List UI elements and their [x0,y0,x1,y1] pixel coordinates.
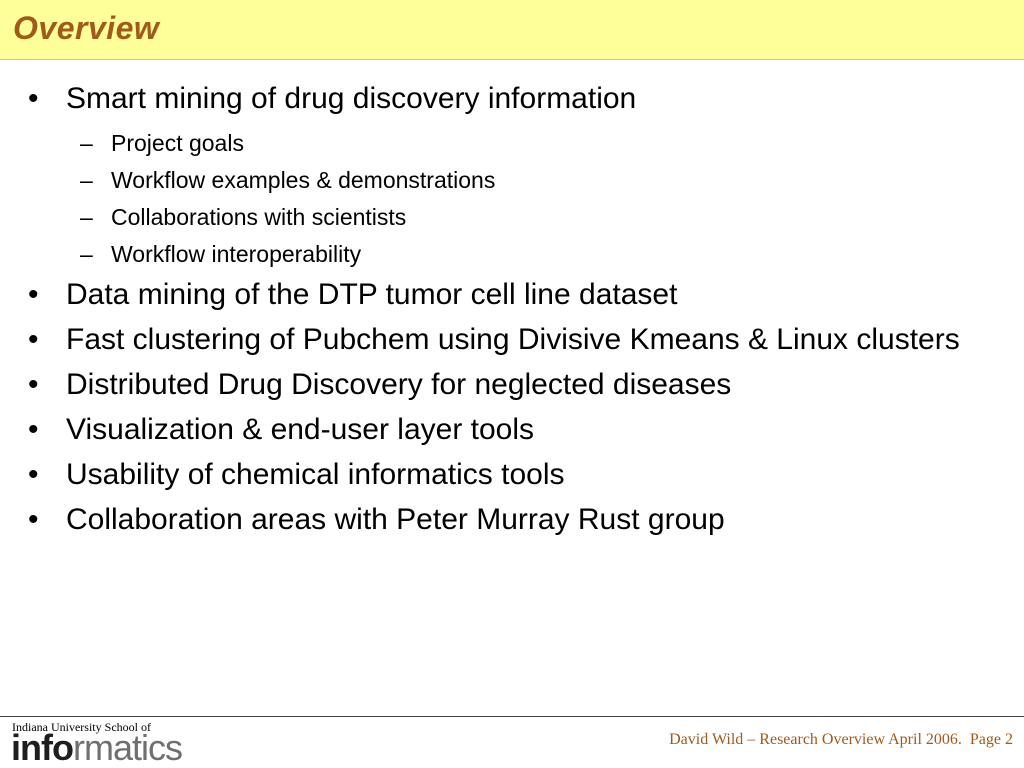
sub-bullet-marker: – [80,241,93,267]
informatics-logo [11,728,182,768]
sub-bullet-item [28,199,988,236]
sub-bullet-text: Project goals [111,130,244,156]
sub-bullet-text: Collaborations with scientists [111,204,407,230]
footer-divider [0,716,1024,717]
slide-title: Overview [13,10,160,46]
bullet-marker: • [28,503,39,536]
slide-body [28,80,988,546]
bullet-item [28,80,988,118]
sub-bullet-item [28,236,988,273]
sub-bullet-text: Workflow interoperability [111,241,362,267]
bullet-text: Visualization & end-user layer tools [66,413,535,446]
slide-header [0,0,1024,60]
bullet-marker: • [28,368,39,401]
sub-bullet-marker: – [80,167,93,193]
bullet-text: Usability of chemical informatics tools [66,458,565,491]
bullet-item [28,276,988,314]
sub-bullet-item [28,162,988,199]
bullet-item [28,366,988,404]
bullet-marker: • [28,323,39,356]
bullet-item [28,321,988,359]
school-name: Indiana University School of [12,720,151,734]
bullet-item [28,456,988,494]
bullet-text: Distributed Drug Discovery for neglected diseases [66,368,732,401]
bullet-text: Collaboration areas with Peter Murray Rust group [66,503,725,536]
sub-bullet-text: Workflow examples & demonstrations [111,167,496,193]
bullet-text: Data mining of the DTP tumor cell line dataset [66,278,678,311]
bullet-text: Fast clustering of Pubchem using Divisive Kmeans & Linux clusters [66,323,960,356]
bullet-marker: • [28,278,39,311]
logo-text-dark: info [11,727,73,768]
logo-text-light: rmatics [72,727,182,768]
bullet-text: Smart mining of drug discovery information [66,82,637,115]
bullet-marker: • [28,82,39,115]
sub-bullet-marker: – [80,204,93,230]
sub-bullet-marker: – [80,130,93,156]
bullet-item [28,501,988,539]
bullet-item [28,411,988,449]
sub-bullet-list [28,125,988,273]
bullet-marker: • [28,458,39,491]
footer-page-info: David Wild – Research Overview April 2006. Page 2 [669,731,1013,748]
sub-bullet-item [28,125,988,162]
bullet-marker: • [28,413,39,446]
